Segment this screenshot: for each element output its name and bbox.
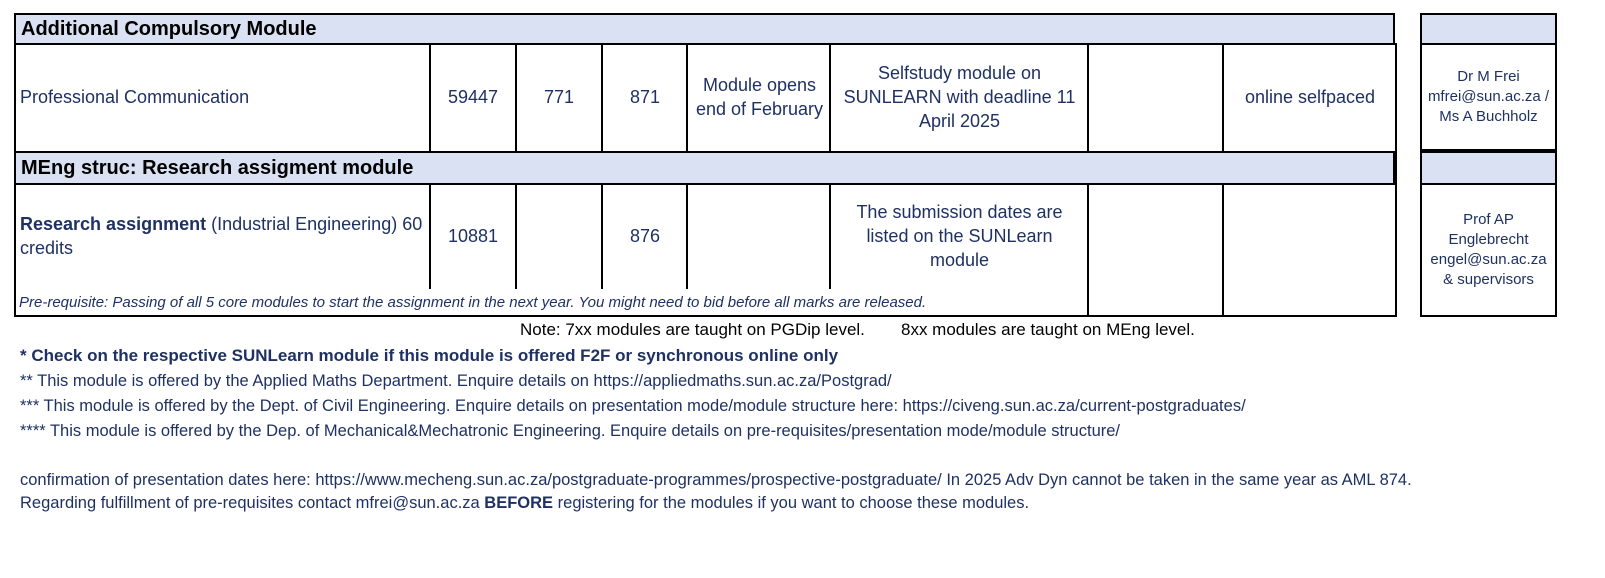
module-name xyxy=(20,212,430,260)
divider xyxy=(829,183,831,289)
divider xyxy=(515,183,517,289)
module-code: 59447 xyxy=(447,87,499,107)
section-header-additional xyxy=(14,13,1395,45)
module-name-rest: (Industrial Engineering) 60 credits xyxy=(20,214,423,258)
meng-code: 876 xyxy=(629,226,661,246)
note-meng: 8xx modules are taught on MEng level. xyxy=(901,320,1195,339)
meng-code-cell xyxy=(602,183,688,289)
dates-cell xyxy=(688,183,831,289)
pgdip-code-cell xyxy=(516,43,602,151)
lecturer-cell-1 xyxy=(1420,45,1557,151)
lecturer-2: Prof AP Englebrecht engel@sun.ac.za & supervisors xyxy=(1430,211,1547,288)
footnote-1: * Check on the respective SUNLearn module if this module is offered F2F or synchronous online only xyxy=(20,346,839,365)
lecturer-cell-2 xyxy=(1420,185,1557,317)
divider xyxy=(1222,43,1224,151)
divider xyxy=(429,43,431,151)
table-row-professional-communication xyxy=(14,43,1397,151)
module-dates: Module opens end of February xyxy=(695,75,824,119)
module-delivery: Selfstudy module on SUNLEARN with deadline 11 April 2025 xyxy=(843,63,1076,131)
delivery-cell xyxy=(831,183,1088,289)
dates-cell xyxy=(688,43,831,151)
module-name-cell xyxy=(14,43,430,151)
presentation-cell xyxy=(1223,183,1397,289)
pgdip-code-cell xyxy=(516,183,602,289)
module-code-cell xyxy=(430,43,516,151)
divider xyxy=(515,43,517,151)
divider xyxy=(829,43,831,151)
mode-cell xyxy=(1088,43,1223,151)
presentation-cell xyxy=(1223,43,1397,151)
note-pgdip: Note: 7xx modules are taught on PGDip level. xyxy=(520,320,865,339)
divider xyxy=(429,183,431,289)
footnote-6 xyxy=(20,494,1029,513)
divider xyxy=(601,183,603,289)
border-left xyxy=(14,43,16,317)
divider xyxy=(601,43,603,151)
module-presentation: online selfpaced xyxy=(1244,87,1376,107)
footnote-6-pre: Regarding fulfillment of pre-requisites contact mfrei@sun.ac.za xyxy=(20,494,485,512)
meng-code-cell xyxy=(602,43,688,151)
module-code-cell xyxy=(430,183,516,289)
footnote-5: confirmation of presentation dates here: https://www.mecheng.sun.ac.za/postgraduate-programmes/prospective-postgraduate/ In 2025 Adv Dyn cannot be taken in the same year as AML 874. xyxy=(20,471,1412,489)
section-header-research xyxy=(14,151,1395,185)
module-code: 10881 xyxy=(447,226,499,246)
mode-cell xyxy=(1088,183,1223,289)
divider xyxy=(686,183,688,289)
module-delivery: The submission dates are listed on the SUNLearn module xyxy=(856,202,1063,270)
meng-code: 871 xyxy=(629,87,661,107)
footnote-4: **** This module is offered by the Dep. of Mechanical&Mechatronic Engineering. Enquire details on pre-requisites/presentation mode/module structure/ xyxy=(20,422,1120,440)
prerequisite-note: Pre-requisite: Passing of all 5 core modules to start the assignment in the next year. You might need to bid before all marks are released. xyxy=(19,294,927,311)
footnote-6-post: registering for the modules if you want to choose these modules. xyxy=(553,494,1030,512)
lecturer-header-1 xyxy=(1420,13,1557,45)
lecturer-header-2 xyxy=(1420,151,1557,185)
module-name-cell xyxy=(14,183,430,289)
divider xyxy=(1087,43,1089,151)
footnote-3: *** This module is offered by the Dept. of Civil Engineering. Enquire details on presentation mode/module structure here: https://civeng.sun.ac.za/current-postgraduates/ xyxy=(20,397,1246,415)
divider xyxy=(1087,183,1089,317)
section-title: MEng struc: Research assigment module xyxy=(21,156,414,179)
module-table xyxy=(14,13,1397,317)
border-bottom xyxy=(14,315,1397,317)
section-title: Additional Compulsory Module xyxy=(21,17,317,40)
table-row-research-assignment xyxy=(14,183,1397,289)
module-name: Professional Communication xyxy=(20,87,250,107)
lecturer-1: Dr M Frei mfrei@sun.ac.za / Ms A Buchholz xyxy=(1427,68,1550,125)
border-right xyxy=(1395,43,1397,317)
divider xyxy=(1222,183,1224,317)
divider xyxy=(686,43,688,151)
pgdip-code: 771 xyxy=(543,87,575,107)
module-name-bold: Research assignment xyxy=(20,214,207,234)
footnote-2: ** This module is offered by the Applied Maths Department. Enquire details on https://appliedmaths.sun.ac.za/Postgrad/ xyxy=(20,372,892,390)
delivery-cell xyxy=(831,43,1088,151)
footnote-6-bold: BEFORE xyxy=(484,494,554,512)
